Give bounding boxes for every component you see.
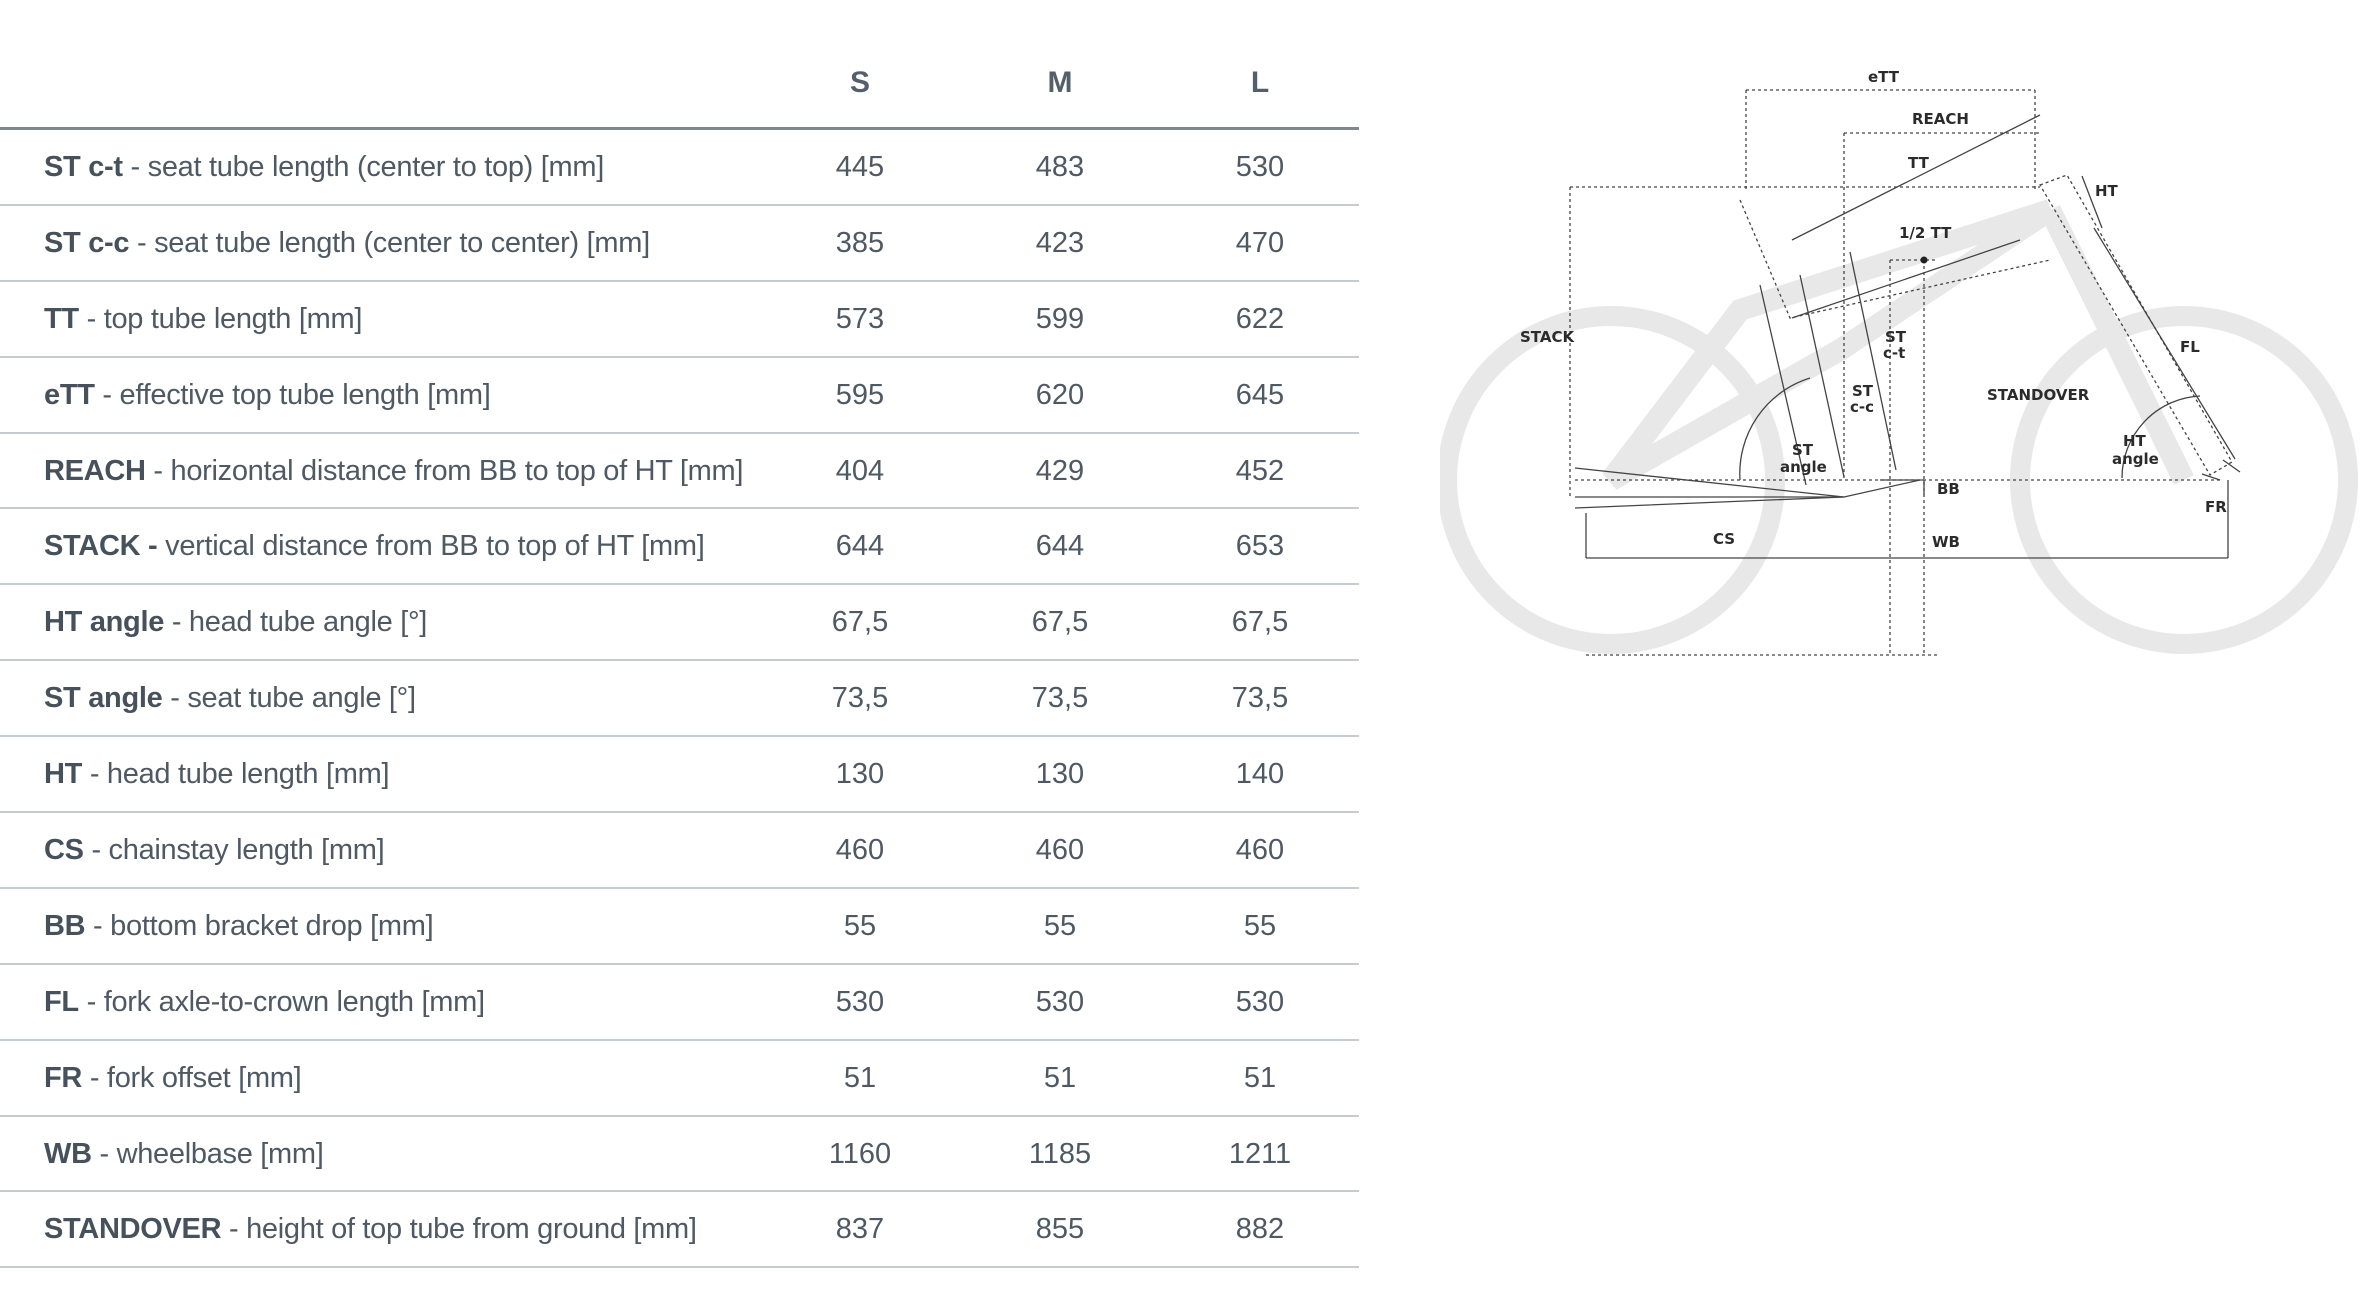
row-label	[44, 303, 362, 336]
row-label	[44, 455, 743, 488]
row-value-s: 595	[835, 378, 885, 411]
label-cs: CS	[1713, 530, 1736, 548]
row-value-m: 73,5	[1031, 682, 1089, 715]
row-desc: - bottom bracket drop [mm]	[85, 909, 434, 942]
bike-geometry-diagram	[1440, 60, 2375, 680]
label-st-cc-2: c-c	[1850, 398, 1875, 416]
row-value-s: 55	[843, 909, 877, 942]
row-value-m: 55	[1043, 909, 1077, 942]
row-value-l: 470	[1235, 226, 1285, 259]
wb-line	[1586, 480, 2228, 558]
row-label	[44, 530, 704, 563]
row-desc: - effective top tube length [mm]	[94, 378, 491, 411]
row-value-l: 1211	[1228, 1137, 1292, 1170]
label-fr: FR	[2205, 498, 2227, 516]
row-abbr: TT	[44, 302, 79, 335]
label-bb: BB	[1937, 480, 1960, 498]
row-value-m: 460	[1035, 834, 1085, 867]
row-abbr: HT	[44, 758, 83, 791]
geometry-svg	[1440, 60, 2375, 680]
table-row	[0, 813, 1359, 889]
row-value-l: 882	[1235, 1213, 1285, 1246]
row-value-s: 837	[835, 1213, 885, 1246]
row-label	[44, 758, 389, 791]
table-row	[0, 509, 1359, 585]
table-row	[0, 965, 1359, 1041]
row-desc: - head tube angle [°]	[164, 606, 428, 639]
row-desc: - height of top tube from ground [mm]	[221, 1213, 697, 1246]
label-wb: WB	[1932, 533, 1960, 551]
row-desc: - head tube length [mm]	[82, 758, 390, 791]
label-half-tt: 1/2 TT	[1899, 224, 1952, 242]
row-value-l: 51	[1243, 1061, 1277, 1094]
row-abbr: HT angle	[44, 606, 165, 639]
label-st-cc-1: ST	[1852, 382, 1874, 400]
row-abbr: CS	[44, 834, 84, 867]
row-value-s: 404	[835, 454, 885, 487]
size-header-l: L	[1250, 66, 1270, 99]
row-desc: - chainstay length [mm]	[83, 834, 385, 867]
table-body	[0, 130, 1359, 1268]
table-row	[0, 737, 1359, 813]
row-value-m: 599	[1035, 302, 1085, 335]
label-tt: TT	[1908, 154, 1929, 172]
row-value-l: 460	[1235, 834, 1285, 867]
row-abbr: ST c-c	[44, 226, 130, 259]
half-tt-point	[1921, 257, 1928, 264]
label-st-ct-1: ST	[1885, 328, 1907, 346]
row-abbr: BB	[44, 909, 86, 942]
row-abbr: STANDOVER	[44, 1213, 222, 1246]
row-label	[44, 1138, 324, 1171]
table-header	[0, 44, 1359, 130]
label-st-angle-1: ST	[1792, 441, 1814, 459]
row-value-m: 644	[1035, 530, 1085, 563]
size-header-s: S	[849, 66, 870, 99]
row-abbr: ST angle	[44, 682, 163, 715]
row-label	[44, 834, 384, 867]
table-row	[0, 661, 1359, 737]
table-row	[0, 1192, 1359, 1268]
fork-silhouette	[2050, 210, 2184, 480]
row-value-m: 67,5	[1031, 606, 1089, 639]
row-value-l: 73,5	[1231, 682, 1289, 715]
row-value-l: 530	[1235, 151, 1285, 183]
label-ht-angle-1: HT	[2123, 432, 2146, 450]
reach-dim	[1844, 133, 2040, 478]
row-desc: - fork axle-to-crown length [mm]	[78, 985, 485, 1018]
table-row	[0, 130, 1359, 206]
row-desc: - seat tube length (center to center) [mm]	[129, 226, 650, 259]
label-st-ct-2: c-t	[1883, 344, 1906, 362]
table-row	[0, 434, 1359, 510]
row-value-m: 423	[1035, 226, 1085, 259]
row-value-m: 855	[1035, 1213, 1085, 1246]
label-ht: HT	[2095, 182, 2118, 200]
row-value-l: 452	[1235, 454, 1285, 487]
row-value-l: 653	[1235, 530, 1285, 563]
row-desc: - seat tube length (center to top) [mm]	[122, 151, 604, 183]
row-desc: - horizontal distance from BB to top of HT [mm]	[145, 454, 744, 487]
table-row	[0, 206, 1359, 282]
row-abbr: ST c-t	[44, 151, 123, 183]
row-value-s: 67,5	[831, 606, 889, 639]
row-label	[44, 986, 485, 1019]
row-value-s: 73,5	[831, 682, 889, 715]
table-row	[0, 889, 1359, 965]
row-abbr: FR	[44, 1061, 83, 1094]
frame-silhouette	[1611, 210, 2050, 480]
table-row	[0, 1041, 1359, 1117]
row-value-m: 620	[1035, 378, 1085, 411]
row-value-m: 429	[1035, 454, 1085, 487]
row-abbr: REACH	[44, 454, 146, 487]
row-value-s: 530	[835, 985, 885, 1018]
bike-silhouette	[1447, 210, 2348, 644]
row-label	[44, 379, 490, 412]
size-header-m: M	[1047, 66, 1073, 99]
row-desc: - fork offset [mm]	[82, 1061, 302, 1094]
table-row	[0, 282, 1359, 358]
row-value-m: 130	[1035, 758, 1085, 791]
row-label	[44, 910, 433, 943]
row-value-l: 140	[1235, 758, 1285, 791]
row-label	[44, 606, 427, 639]
label-ht-angle-2: angle	[2112, 450, 2159, 468]
row-desc: - top tube length [mm]	[78, 302, 363, 335]
row-value-l: 622	[1235, 302, 1285, 335]
row-label	[44, 1213, 697, 1246]
row-value-l: 55	[1243, 909, 1277, 942]
row-abbr: eTT	[44, 378, 95, 411]
row-value-s: 130	[835, 758, 885, 791]
table-row	[0, 585, 1359, 661]
row-abbr: STACK -	[44, 530, 158, 563]
row-value-m: 530	[1035, 985, 1085, 1018]
row-label	[44, 227, 650, 260]
row-value-s: 1160	[828, 1137, 892, 1170]
table-row	[0, 358, 1359, 434]
row-value-s: 51	[843, 1061, 877, 1094]
label-fl: FL	[2180, 338, 2200, 356]
row-value-s: 445	[835, 151, 885, 183]
row-value-m: 1185	[1028, 1137, 1092, 1170]
label-st-angle-2: angle	[1780, 458, 1827, 476]
row-desc: vertical distance from BB to top of HT [mm]	[157, 530, 705, 563]
table-row	[0, 1117, 1359, 1193]
row-value-s: 385	[835, 226, 885, 259]
row-abbr: FL	[44, 985, 79, 1018]
row-label	[44, 682, 416, 715]
row-value-s: 460	[835, 834, 885, 867]
row-value-l: 530	[1235, 985, 1285, 1018]
row-value-s: 644	[835, 530, 885, 563]
row-value-l: 67,5	[1231, 606, 1289, 639]
row-value-l: 645	[1235, 378, 1285, 411]
row-label	[44, 151, 604, 184]
row-desc: - seat tube angle [°]	[162, 682, 416, 715]
row-label	[44, 1062, 301, 1095]
row-value-m: 51	[1043, 1061, 1077, 1094]
row-desc: - wheelbase [mm]	[91, 1137, 324, 1170]
row-value-m: 483	[1035, 151, 1085, 183]
row-abbr: WB	[44, 1137, 92, 1170]
label-standover: STANDOVER	[1987, 386, 2090, 404]
label-stack: STACK	[1520, 328, 1575, 346]
geometry-table	[0, 44, 1359, 1268]
row-value-s: 573	[835, 302, 885, 335]
label-ett: eTT	[1868, 68, 1899, 86]
label-reach: REACH	[1912, 110, 1969, 128]
